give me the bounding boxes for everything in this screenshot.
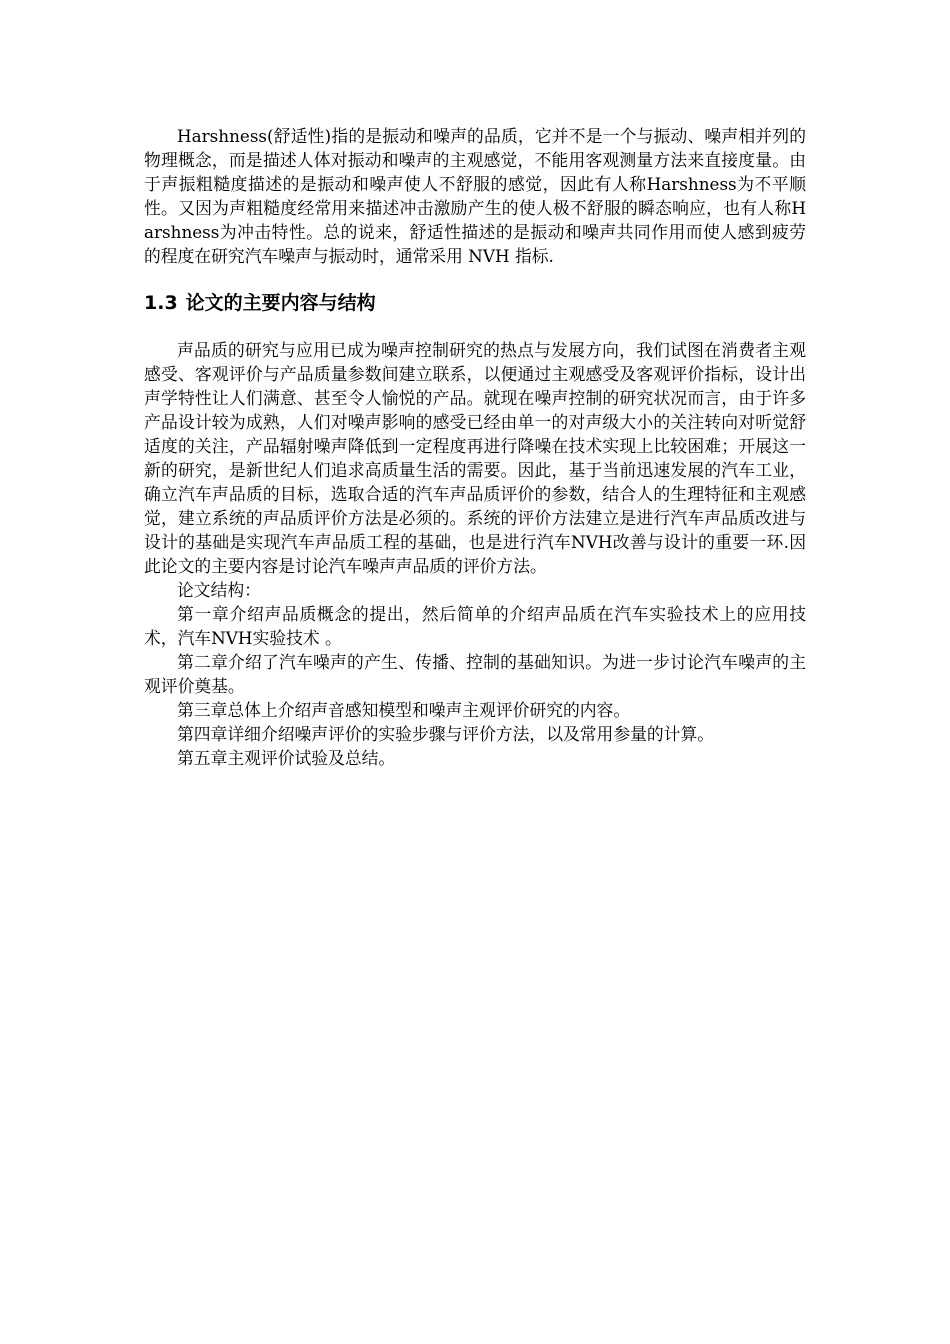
document-page xyxy=(144,124,806,770)
section-title: 论文的主要内容与结构 xyxy=(185,292,376,314)
intro-paragraph: Harshness(舒适性)指的是振动和噪声的品质，它并不是一个与振动、噪声相并列的物理概念，而是描述人体对振动和噪声的主观感觉，不能用客观测量方法来直接度量。由于声振粗糙度描述的是振动和噪声使人不舒服的感觉，因此有人称Harshness为不平顺性。又因为声粗糙度经常用来描述冲击激励产生的使人极不舒服的瞬态响应，也有人称Harshness为冲击特性。总的说来，舒适性描述的是振动和噪声共同作用而使人感到疲劳的程度在研究汽车噪声与振动时，通常采用 NVH 指标. xyxy=(144,126,806,266)
chapter-1-paragraph: 第一章介绍声品质概念的提出，然后简单的介绍声品质在汽车实验技术上的应用技术，汽车NVH实验技术 。 xyxy=(144,604,806,648)
section-heading xyxy=(144,288,806,318)
chapter-4-paragraph: 第四章详细介绍噪声评价的实验步骤与评价方法，以及常用参量的计算。 xyxy=(177,724,715,744)
main-paragraph: 声品质的研究与应用已成为噪声控制研究的热点与发展方向，我们试图在消费者主观感受、客观评价与产品质量参数间建立联系，以便通过主观感受及客观评价指标，设计出声学特性让人们满意、甚至令人愉悦的产品。就现在噪声控制的研究状况而言，由于许多产品设计较为成熟，人们对噪声影响的感受已经由单一的对声级大小的关注转向对听觉舒适度的关注，产品辐射噪声降低到一定程度再进行降噪在技术实现上比较困难；开展这一新的研究，是新世纪人们追求高质量生活的需要。因此，基于当前迅速发展的汽车工业，确立汽车声品质的目标，选取合适的汽车声品质评价的参数，结合人的生理特征和主观感觉，建立系统的声品质评价方法是必须的。系统的评价方法建立是进行汽车声品质改进与设计的基础是实现汽车声品质工程的基础，也是进行汽车NVH改善与设计的重要一环.因此论文的主要内容是讨论汽车噪声声品质的评价方法。 xyxy=(144,340,806,576)
structure-label: 论文结构： xyxy=(177,580,261,600)
chapter-2-paragraph: 第二章介绍了汽车噪声的产生、传播、控制的基础知识。为进一步讨论汽车噪声的主观评价奠基。 xyxy=(144,652,806,696)
section-number: 1.3 xyxy=(144,292,178,314)
chapter-3-paragraph: 第三章总体上介绍声音感知模型和噪声主观评价研究的内容。 xyxy=(177,700,631,720)
chapter-5-paragraph: 第五章主观评价试验及总结。 xyxy=(177,748,396,768)
section-body xyxy=(144,338,806,770)
